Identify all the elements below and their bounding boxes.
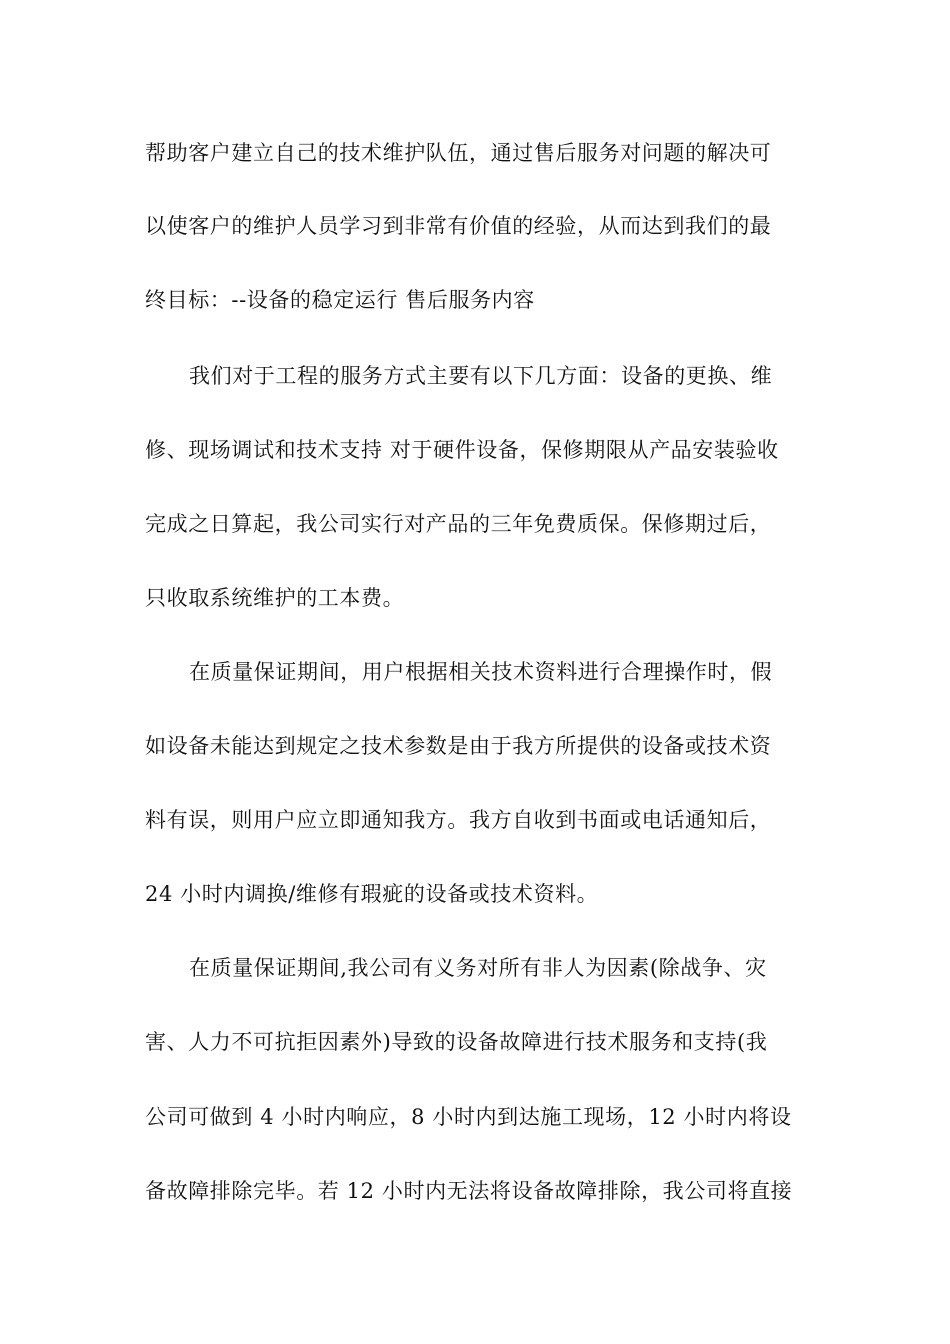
text-line: 修、现场调试和技术支持 对于硬件设备，保修期限从产品安装验收: [145, 438, 779, 462]
text-line: 24 小时内调换/维修有瑕疵的设备或技术资料。: [145, 882, 599, 906]
text-line: 完成之日算起，我公司实行对产品的三年免费质保。保修期过后，: [145, 512, 772, 536]
text-line: 料有误，则用户应立即通知我方。我方自收到书面或电话通知后，: [145, 808, 772, 832]
text-line: 以使客户的维护人员学习到非常有价值的经验，从而达到我们的最: [145, 214, 772, 238]
text-line: 终目标：--设备的稳定运行 售后服务内容: [145, 288, 535, 312]
text-line: 害、人力不可抗拒因素外)导致的设备故障进行技术服务和支持(我: [145, 1030, 768, 1054]
text-line: 如设备未能达到规定之技术参数是由于我方所提供的设备或技术资: [145, 734, 772, 758]
paragraph-first-line: 在质量保证期间，用户根据相关技术资料进行合理操作时，假: [189, 660, 773, 684]
paragraph-first-line: 我们对于工程的服务方式主要有以下几方面：设备的更换、维: [189, 364, 773, 388]
text-line: 公司可做到 4 小时内响应，8 小时内到达施工现场，12 小时内将设: [145, 1105, 792, 1129]
text-line: 帮助客户建立自己的技术维护队伍，通过售后服务对问题的解决可: [145, 141, 772, 165]
text-line: 只收取系统维护的工本费。: [145, 586, 405, 610]
text-line: 备故障排除完毕。若 12 小时内无法将设备故障排除，我公司将直接: [145, 1179, 793, 1203]
paragraph-first-line: 在质量保证期间,我公司有义务对所有非人为因素(除战争、灾: [189, 956, 767, 980]
